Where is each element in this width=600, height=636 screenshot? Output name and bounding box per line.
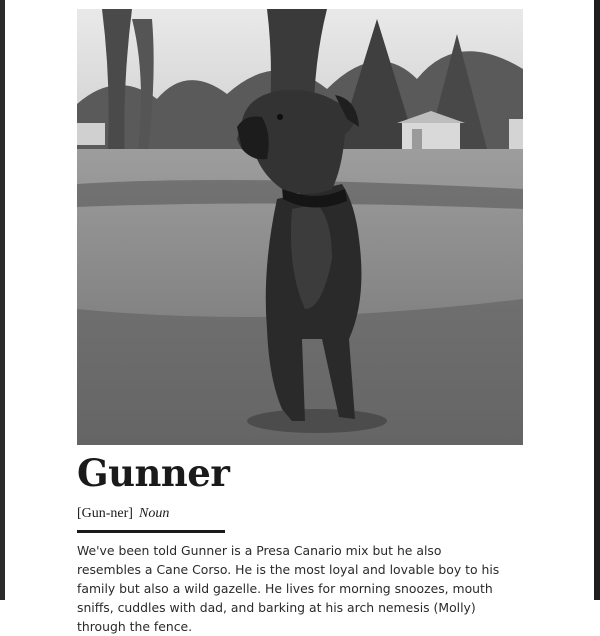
part-of-speech: Noun — [138, 506, 170, 521]
pronunciation-line — [77, 506, 169, 522]
frame-left-edge — [0, 0, 5, 600]
dog-name-title: Gunner — [77, 451, 230, 495]
frame-right-edge — [594, 0, 600, 600]
dog-photo — [77, 9, 523, 445]
pronunciation: [Gun-ner] — [77, 506, 133, 521]
title-underline — [77, 530, 225, 533]
description-text: We've been told Gunner is a Presa Canario mix but he also resembles a Cane Corso. He is the most loyal and lovable boy to his family but also a wild gazelle. He lives for morning snoozes, mouth sniffs, cuddles with dad, and barking at his arch nemesis (Molly) through the fence. — [77, 543, 500, 634]
